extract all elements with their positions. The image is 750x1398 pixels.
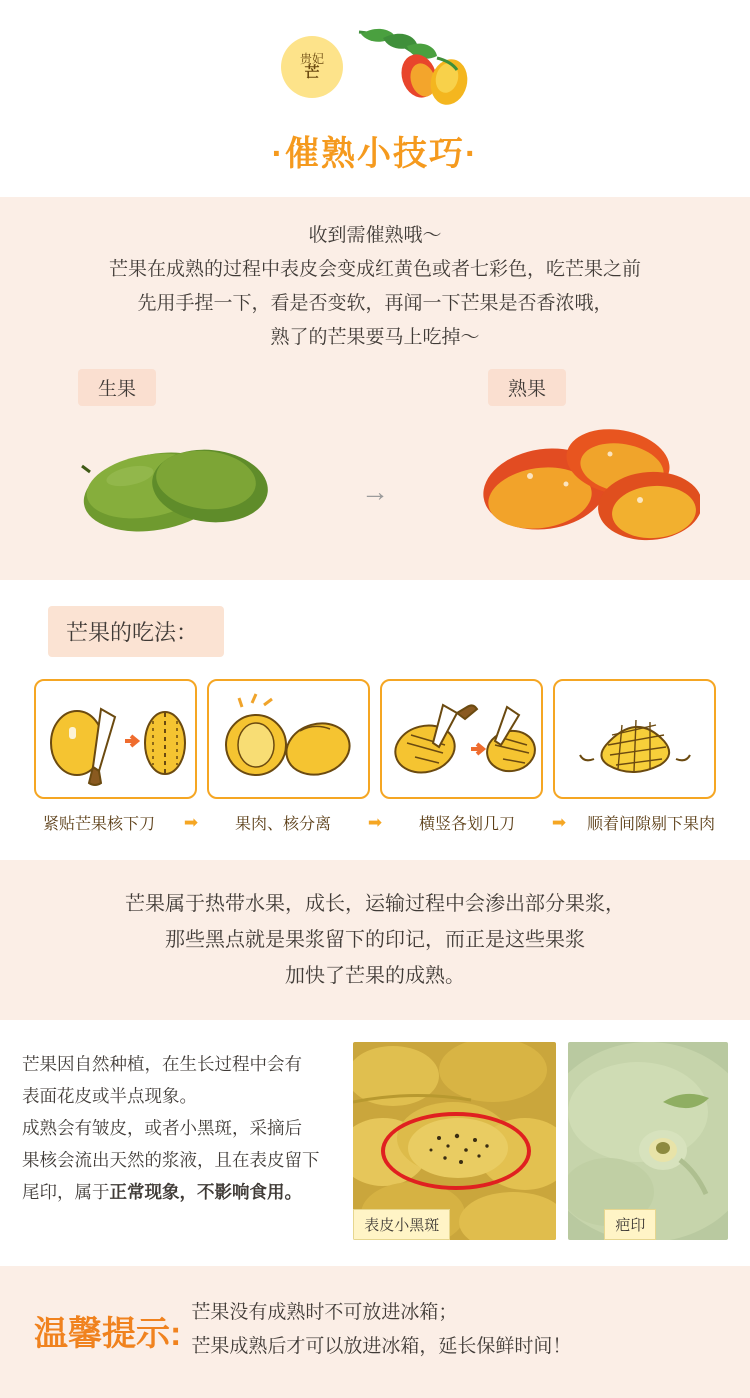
mango-branch-icon bbox=[349, 24, 469, 110]
eat-steps bbox=[0, 657, 750, 799]
natural-growth-section bbox=[0, 1020, 750, 1240]
photo-caption-black-spots: 表皮小黑斑 bbox=[353, 1209, 450, 1240]
natural-line-5 bbox=[22, 1176, 341, 1208]
ripe-fruit-label: 熟果 bbox=[488, 369, 566, 406]
ripe-mango-photo bbox=[470, 414, 700, 549]
green-mango-photo bbox=[60, 414, 280, 549]
mango-flesh-separate-icon bbox=[214, 687, 364, 791]
step-label-3: 横竖各划几刀 bbox=[418, 816, 515, 833]
fruit-comparison bbox=[0, 355, 750, 554]
step-card-2 bbox=[207, 679, 370, 799]
mango-knife-cut-icon bbox=[41, 687, 191, 791]
natural-line-5-prefix: 尾印，属于 bbox=[22, 1182, 110, 1202]
eat-section bbox=[0, 580, 750, 834]
step-card-1 bbox=[34, 679, 197, 799]
raw-fruit-label: 生果 bbox=[78, 369, 156, 406]
brand-badge bbox=[281, 36, 343, 98]
step-arrow-icon-1: ➡ bbox=[183, 812, 199, 832]
tips-section bbox=[0, 1266, 750, 1398]
step-arrow-icon-3: ➡ bbox=[551, 812, 567, 832]
step-label-4: 顺着间隙剔下果肉 bbox=[586, 816, 715, 833]
natural-line-1: 芒果因自然种植，在生长过程中会有 bbox=[22, 1054, 302, 1074]
raw-fruit-group bbox=[60, 369, 300, 554]
pulp-line-1: 芒果属于热带水果，成长，运输过程中会渗出部分果浆， bbox=[125, 893, 625, 915]
step-label-1: 紧贴芒果核下刀 bbox=[42, 816, 155, 833]
natural-line-3: 成熟会有皱皮，或者小黑斑，采摘后 bbox=[22, 1118, 302, 1138]
ripening-section bbox=[0, 197, 750, 580]
pulp-note-section bbox=[0, 860, 750, 1020]
step-card-3 bbox=[380, 679, 543, 799]
natural-line-2: 表面花皮或半点现象。 bbox=[22, 1086, 197, 1106]
photo-caption-scar: 疤印 bbox=[604, 1209, 656, 1240]
eat-section-heading: 芒果的吃法： bbox=[48, 606, 224, 657]
mango-grid-score-icon bbox=[387, 687, 537, 791]
highlight-ellipse bbox=[381, 1112, 531, 1190]
ripe-fruit-group bbox=[450, 369, 690, 554]
brand-logo bbox=[0, 0, 750, 120]
pulp-line-3: 加快了芒果的成熟。 bbox=[285, 965, 465, 987]
photo-black-spots bbox=[353, 1042, 556, 1240]
tips-title: 温馨提示: bbox=[34, 1314, 182, 1353]
step-card-4 bbox=[553, 679, 716, 799]
ripening-line-4: 熟了的芒果要马上吃掉～ bbox=[270, 327, 480, 348]
brand-badge-line1: 贵妃 bbox=[299, 51, 324, 66]
natural-line-5-bold: 正常现象，不影响食用。 bbox=[109, 1182, 302, 1202]
ripening-line-3: 先用手捏一下，看是否变软，再闻一下芒果是否香浓哦， bbox=[137, 293, 613, 314]
ripening-line-2: 芒果在成熟的过程中表皮会变成红黄色或者七彩色，吃芒果之前 bbox=[108, 259, 641, 280]
transform-arrow: → bbox=[361, 475, 389, 507]
brand-badge-line2: 芒 bbox=[304, 63, 320, 82]
step-label-2: 果肉、核分离 bbox=[234, 816, 331, 833]
step-arrow-icon-2: ➡ bbox=[367, 812, 383, 832]
photo-scar bbox=[568, 1042, 728, 1240]
eat-step-labels bbox=[0, 799, 750, 834]
tips-line-1: 芒果没有成熟时不可放进冰箱； bbox=[191, 1302, 458, 1323]
ripening-text bbox=[0, 219, 750, 355]
tips-lines bbox=[191, 1296, 571, 1364]
natural-growth-text bbox=[22, 1042, 341, 1208]
pulp-line-2: 那些黑点就是果浆留下的印记，而正是这些果浆 bbox=[165, 929, 585, 951]
mango-hedgehog-icon bbox=[560, 687, 710, 791]
ripening-line-1: 收到需催熟哦～ bbox=[308, 225, 442, 246]
natural-line-4: 果核会流出天然的浆液，且在表皮留下 bbox=[22, 1150, 320, 1170]
page-title: ·催熟小技巧· bbox=[271, 135, 479, 173]
tips-line-2: 芒果成熟后才可以放进冰箱，延长保鲜时间！ bbox=[191, 1336, 572, 1357]
